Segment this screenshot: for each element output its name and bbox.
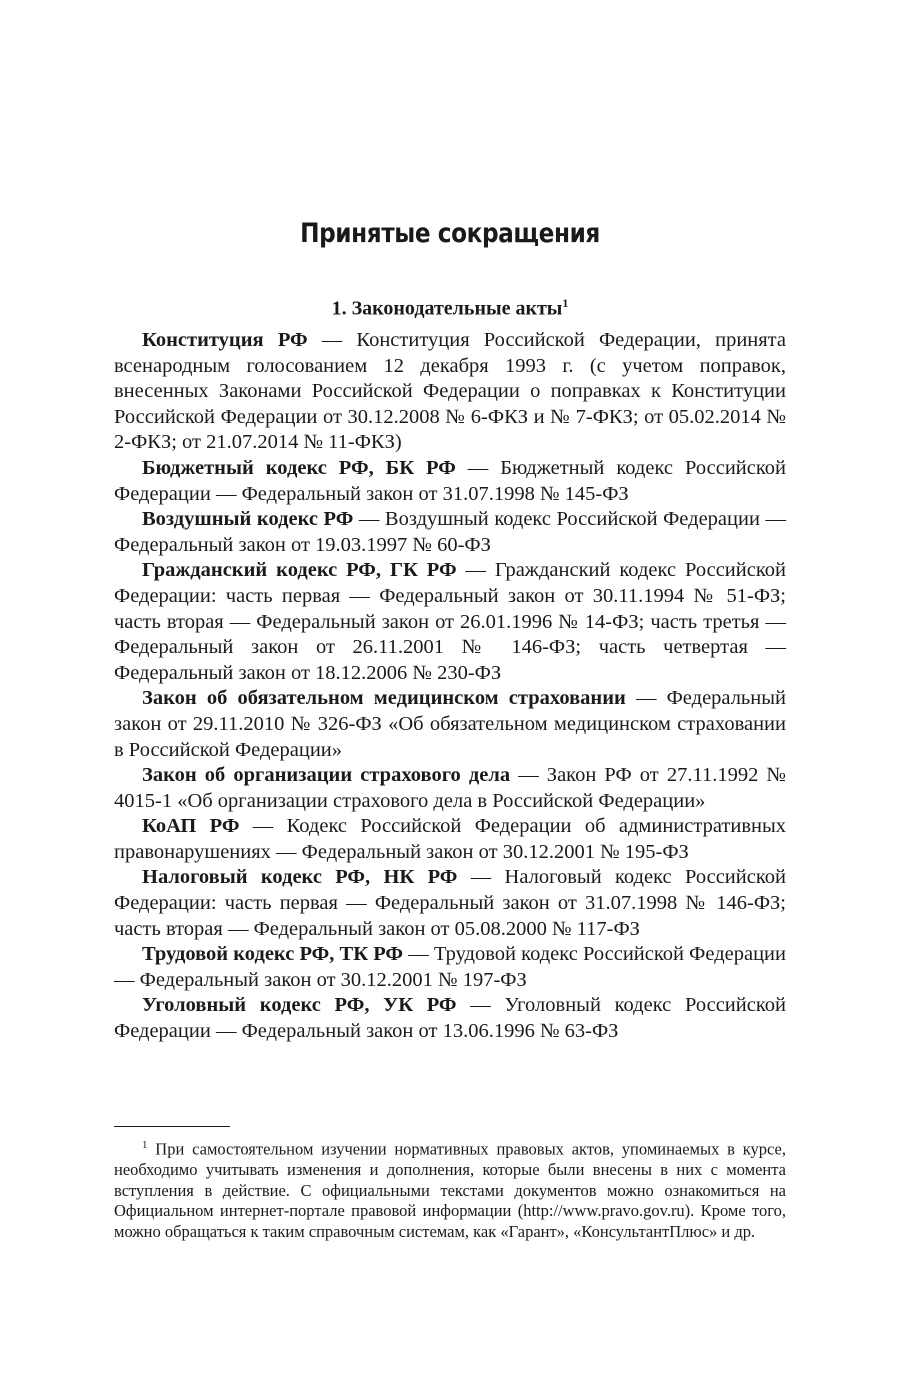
- abbreviation-definition: — Закон РФ от 27.11.1992 № 4015-1 «Об организации страхового дела в Российской Федерации»: [114, 764, 786, 812]
- abbreviation-definition: — Трудовой кодекс Российской Федерации — Федеральный закон от 30.12.2001 № 197-ФЗ: [114, 943, 786, 991]
- abbreviation-term: Воздушный кодекс РФ: [142, 508, 354, 531]
- abbreviation-term: Конституция РФ: [142, 329, 308, 351]
- abbreviation-entry: [114, 558, 786, 686]
- abbreviation-definition: — Налоговый кодекс Российской Федерации: часть первая — Федеральный закон от 31.07.1998 № 146-ФЗ; часть вторая — Федеральный закон от 05.08.2000 № 117-ФЗ: [114, 866, 786, 940]
- abbreviation-definition: — Конституция Российской Федерации, принята всенародным голосованием 12 декабря 1993 г. (с учетом поправок, внесенных Законами Российской Федерации о поправках к Конституции Российской Федерации от 30.12.2008 № 6-ФКЗ и № 7-ФКЗ; от 05.02.2014 № 2-ФКЗ; от 21.07.2014 № 11-ФКЗ): [114, 329, 786, 454]
- abbreviation-entry: [114, 814, 786, 865]
- footnote-text: При самостоятельном изучении нормативных правовых актов, упоминаемых в курсе, необходимо учитывать изменения и дополнения, которые были внесены в них с момента вступления в действие. С официальными текстами документов можно ознакомиться на Официальном интернет-портале правовой информации (http://www.pravo.gov.ru). Кроме того, можно обращаться к таким справочным системам, как «Гарант», «КонсультантПлюс» и др.: [114, 1139, 786, 1241]
- abbreviation-term: Бюджетный кодекс РФ, БК РФ: [142, 456, 456, 479]
- abbreviation-definition: — Гражданский кодекс Российской Федерации: часть первая — Федеральный закон от 30.11.1994 № 51-ФЗ; часть вторая — Федеральный закон от 26.01.1996 № 14-ФЗ; часть третья — Федеральный закон от 26.11.2001 № 146-ФЗ; часть четвертая — Федеральный закон от 18.12.2006 № 230-ФЗ: [114, 559, 786, 684]
- abbreviation-term: Трудовой кодекс РФ, ТК РФ: [142, 943, 404, 966]
- abbreviation-term: КоАП РФ: [142, 815, 240, 838]
- abbreviation-entry: [114, 686, 786, 763]
- abbreviation-definition: — Уголовный кодекс Российской Федерации — Федеральный закон от 13.06.1996 № 63-ФЗ: [114, 994, 786, 1043]
- abbreviation-definition: — Федеральный закон от 29.11.2010 № 326-ФЗ «Об обязательном медицинском страховании в Российской Федерации»: [114, 687, 786, 761]
- section-heading: [0, 296, 900, 321]
- abbreviation-entry: [114, 865, 786, 942]
- abbreviation-entry: [114, 456, 786, 507]
- section-title-text: 1. Законодательные акты: [331, 297, 563, 320]
- footnote-number: 1: [142, 1139, 148, 1151]
- abbreviation-entry: [114, 507, 786, 558]
- abbreviation-entry: [114, 993, 786, 1044]
- abbreviations-list: [114, 328, 786, 1045]
- abbreviation-definition: — Бюджетный кодекс Российской Федерации — Федеральный закон от 31.07.1998 № 145-ФЗ: [114, 456, 786, 505]
- abbreviation-term: Закон об обязательном медицинском страховании: [142, 687, 626, 710]
- abbreviation-definition: — Воздушный кодекс Российской Федерации — Федеральный закон от 19.03.1997 № 60-ФЗ: [114, 508, 786, 556]
- footnote-divider: [114, 1126, 230, 1127]
- abbreviation-entry: [114, 328, 786, 456]
- page-title: Принятые сокращения: [300, 218, 600, 249]
- abbreviation-term: Гражданский кодекс РФ, ГК РФ: [142, 559, 457, 582]
- abbreviation-definition: — Кодекс Российской Федерации об административных правонарушениях — Федеральный закон от 30.12.2001 № 195-ФЗ: [114, 815, 786, 863]
- abbreviation-term: Налоговый кодекс РФ, НК РФ: [142, 866, 458, 889]
- footnote: [114, 1135, 786, 1242]
- abbreviation-entry: [114, 763, 786, 814]
- footnote-reference[interactable]: 1: [562, 296, 569, 310]
- abbreviation-term: Уголовный кодекс РФ, УК РФ: [142, 994, 457, 1017]
- abbreviation-term: Закон об организации страхового дела: [142, 764, 511, 787]
- abbreviation-entry: [114, 942, 786, 993]
